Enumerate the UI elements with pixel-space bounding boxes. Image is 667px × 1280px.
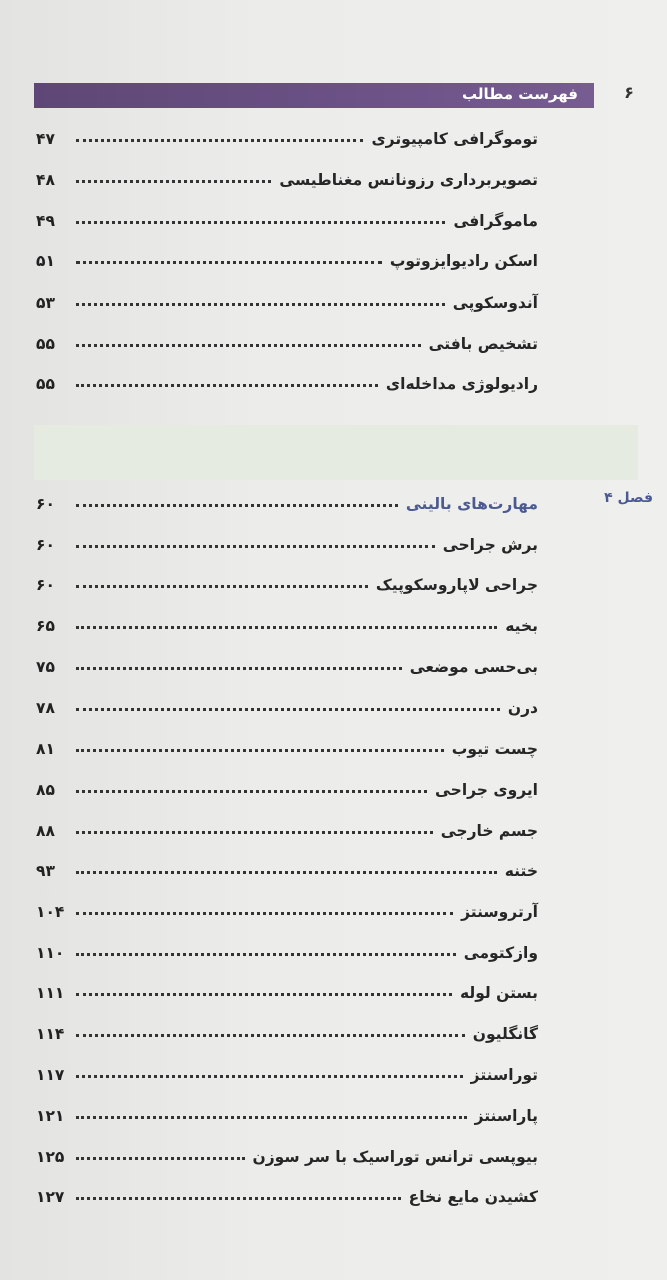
toc-entry (36, 810, 538, 840)
leader-dots (76, 131, 363, 142)
toc-entry-title: رادیولوژی مداخله‌ای (385, 375, 538, 393)
toc-entry (36, 850, 538, 880)
toc-entry-title: کشیدن مایع نخاع (408, 1188, 538, 1206)
toc-entry-title: بی‌حسی موضعی (409, 658, 538, 676)
toc-entry-title: ماموگرافی (453, 212, 538, 230)
toc-entry-title: برش جراحی (442, 536, 538, 554)
toc-entry-page: ۶۵ (36, 617, 55, 635)
toc-entry-title: بیوپسی ترانس توراسیک با سر سوزن (252, 1148, 538, 1166)
leader-dots (76, 577, 368, 588)
chapter-heading (36, 483, 538, 513)
leader-dots (76, 700, 500, 711)
chapter-band (34, 425, 638, 480)
toc-entry (36, 646, 538, 676)
toc-entry-page: ۱۱۱ (36, 984, 65, 1002)
toc-entry-title: تشخیص بافتی (428, 335, 538, 353)
toc-entry-page: ۱۱۰ (36, 944, 65, 962)
toc-entry-page: ۶۰ (36, 576, 55, 594)
leader-dots (76, 782, 427, 793)
toc-entry (36, 687, 538, 717)
toc-entry-title: توراسنتز (470, 1066, 538, 1084)
toc-entry (36, 1013, 538, 1043)
toc-entry-page: ۱۲۷ (36, 1188, 65, 1206)
toc-entry-page: ۷۵ (36, 658, 55, 676)
toc-entry-title: توموگرافی کامپیوتری (371, 130, 538, 148)
toc-entry (36, 932, 538, 962)
leader-dots (76, 985, 452, 996)
toc-entry-title: آندوسکوپی (452, 294, 538, 312)
leader-dots (76, 741, 444, 752)
chapter-heading-title: مهارت‌های بالینی (405, 495, 538, 513)
leader-dots (76, 1149, 245, 1160)
leader-dots (76, 904, 453, 915)
toc-entry-page: ۸۸ (36, 822, 55, 840)
leader-dots (76, 659, 402, 670)
leader-dots (76, 1189, 401, 1200)
toc-entry (36, 240, 538, 270)
toc-entry-page: ۸۱ (36, 740, 55, 758)
toc-entry (36, 605, 538, 635)
toc-entry-page: ۱۱۴ (36, 1025, 65, 1043)
toc-entry-title: جسم خارجی (440, 822, 538, 840)
toc-entry-title: گانگلیون (472, 1025, 538, 1043)
leader-dots (76, 537, 435, 548)
leader-dots (76, 863, 497, 874)
leader-dots (76, 172, 271, 183)
toc-entry-page: ۴۷ (36, 130, 55, 148)
leader-dots (76, 376, 378, 387)
toc-entry (36, 200, 538, 230)
toc-entry-title: ایروی جراحی (435, 781, 538, 799)
toc-entry-page: ۹۳ (36, 862, 55, 880)
toc-entry (36, 564, 538, 594)
toc-entry (36, 1095, 538, 1125)
leader-dots (76, 945, 456, 956)
toc-entry-title: پاراسنتز (474, 1107, 538, 1125)
toc-entry (36, 891, 538, 921)
toc-entry-page: ۱۲۵ (36, 1148, 65, 1166)
toc-entry-title: بستن لوله (459, 984, 538, 1002)
chapter-heading-page: ۶۰ (36, 495, 55, 513)
leader-dots (76, 496, 398, 507)
toc-entry-page: ۵۳ (36, 294, 55, 312)
page-number: ۶ (624, 83, 634, 102)
leader-dots (76, 336, 421, 347)
toc-entry-page: ۱۲۱ (36, 1107, 65, 1125)
toc-entry-title: چست تیوب (451, 740, 538, 758)
toc-entry-page: ۱۰۴ (36, 903, 65, 921)
toc-entry (36, 159, 538, 189)
toc-entry-title: وازکتومی (463, 944, 538, 962)
leader-dots (76, 213, 445, 224)
toc-entry-title: جراحی لاپاروسکوپیک (375, 576, 538, 594)
toc-entry (36, 363, 538, 393)
toc-entry (36, 1176, 538, 1206)
header-bar (34, 83, 594, 108)
toc-entry-page: ۴۸ (36, 171, 55, 189)
toc-entry-title: ختنه (504, 862, 538, 880)
toc-entry-page: ۵۱ (36, 252, 55, 270)
leader-dots (76, 1026, 465, 1037)
toc-entry (36, 118, 538, 148)
toc-entry-page: ۴۹ (36, 212, 55, 230)
toc-entry (36, 282, 538, 312)
toc-entry-page: ۱۱۷ (36, 1066, 65, 1084)
toc-entry-page: ۵۵ (36, 375, 55, 393)
toc-entry-page: ۵۵ (36, 335, 55, 353)
toc-entry-title: درن (507, 699, 538, 717)
toc-entry (36, 728, 538, 758)
toc-entry-title: آرتروسنتز (461, 903, 538, 921)
leader-dots (76, 618, 497, 629)
toc-entry (36, 769, 538, 799)
leader-dots (76, 1067, 463, 1078)
toc-entry (36, 323, 538, 353)
leader-dots (76, 295, 445, 306)
leader-dots (76, 253, 382, 264)
toc-entry (36, 1054, 538, 1084)
leader-dots (76, 1108, 467, 1119)
leader-dots (76, 823, 433, 834)
toc-entry (36, 972, 538, 1002)
toc-entry-page: ۷۸ (36, 699, 55, 717)
toc-header-title: فهرست مطالب (462, 85, 578, 103)
toc-entry (36, 1136, 538, 1166)
chapter-label: فصل ۴ (604, 490, 653, 506)
toc-entry-page: ۶۰ (36, 536, 55, 554)
toc-entry-title: تصویربرداری رزونانس مغناطیسی (279, 171, 538, 189)
toc-entry (36, 524, 538, 554)
toc-entry-page: ۸۵ (36, 781, 55, 799)
toc-entry-title: اسکن رادیوایزوتوپ (389, 252, 538, 270)
toc-entry-title: بخیه (505, 617, 538, 635)
